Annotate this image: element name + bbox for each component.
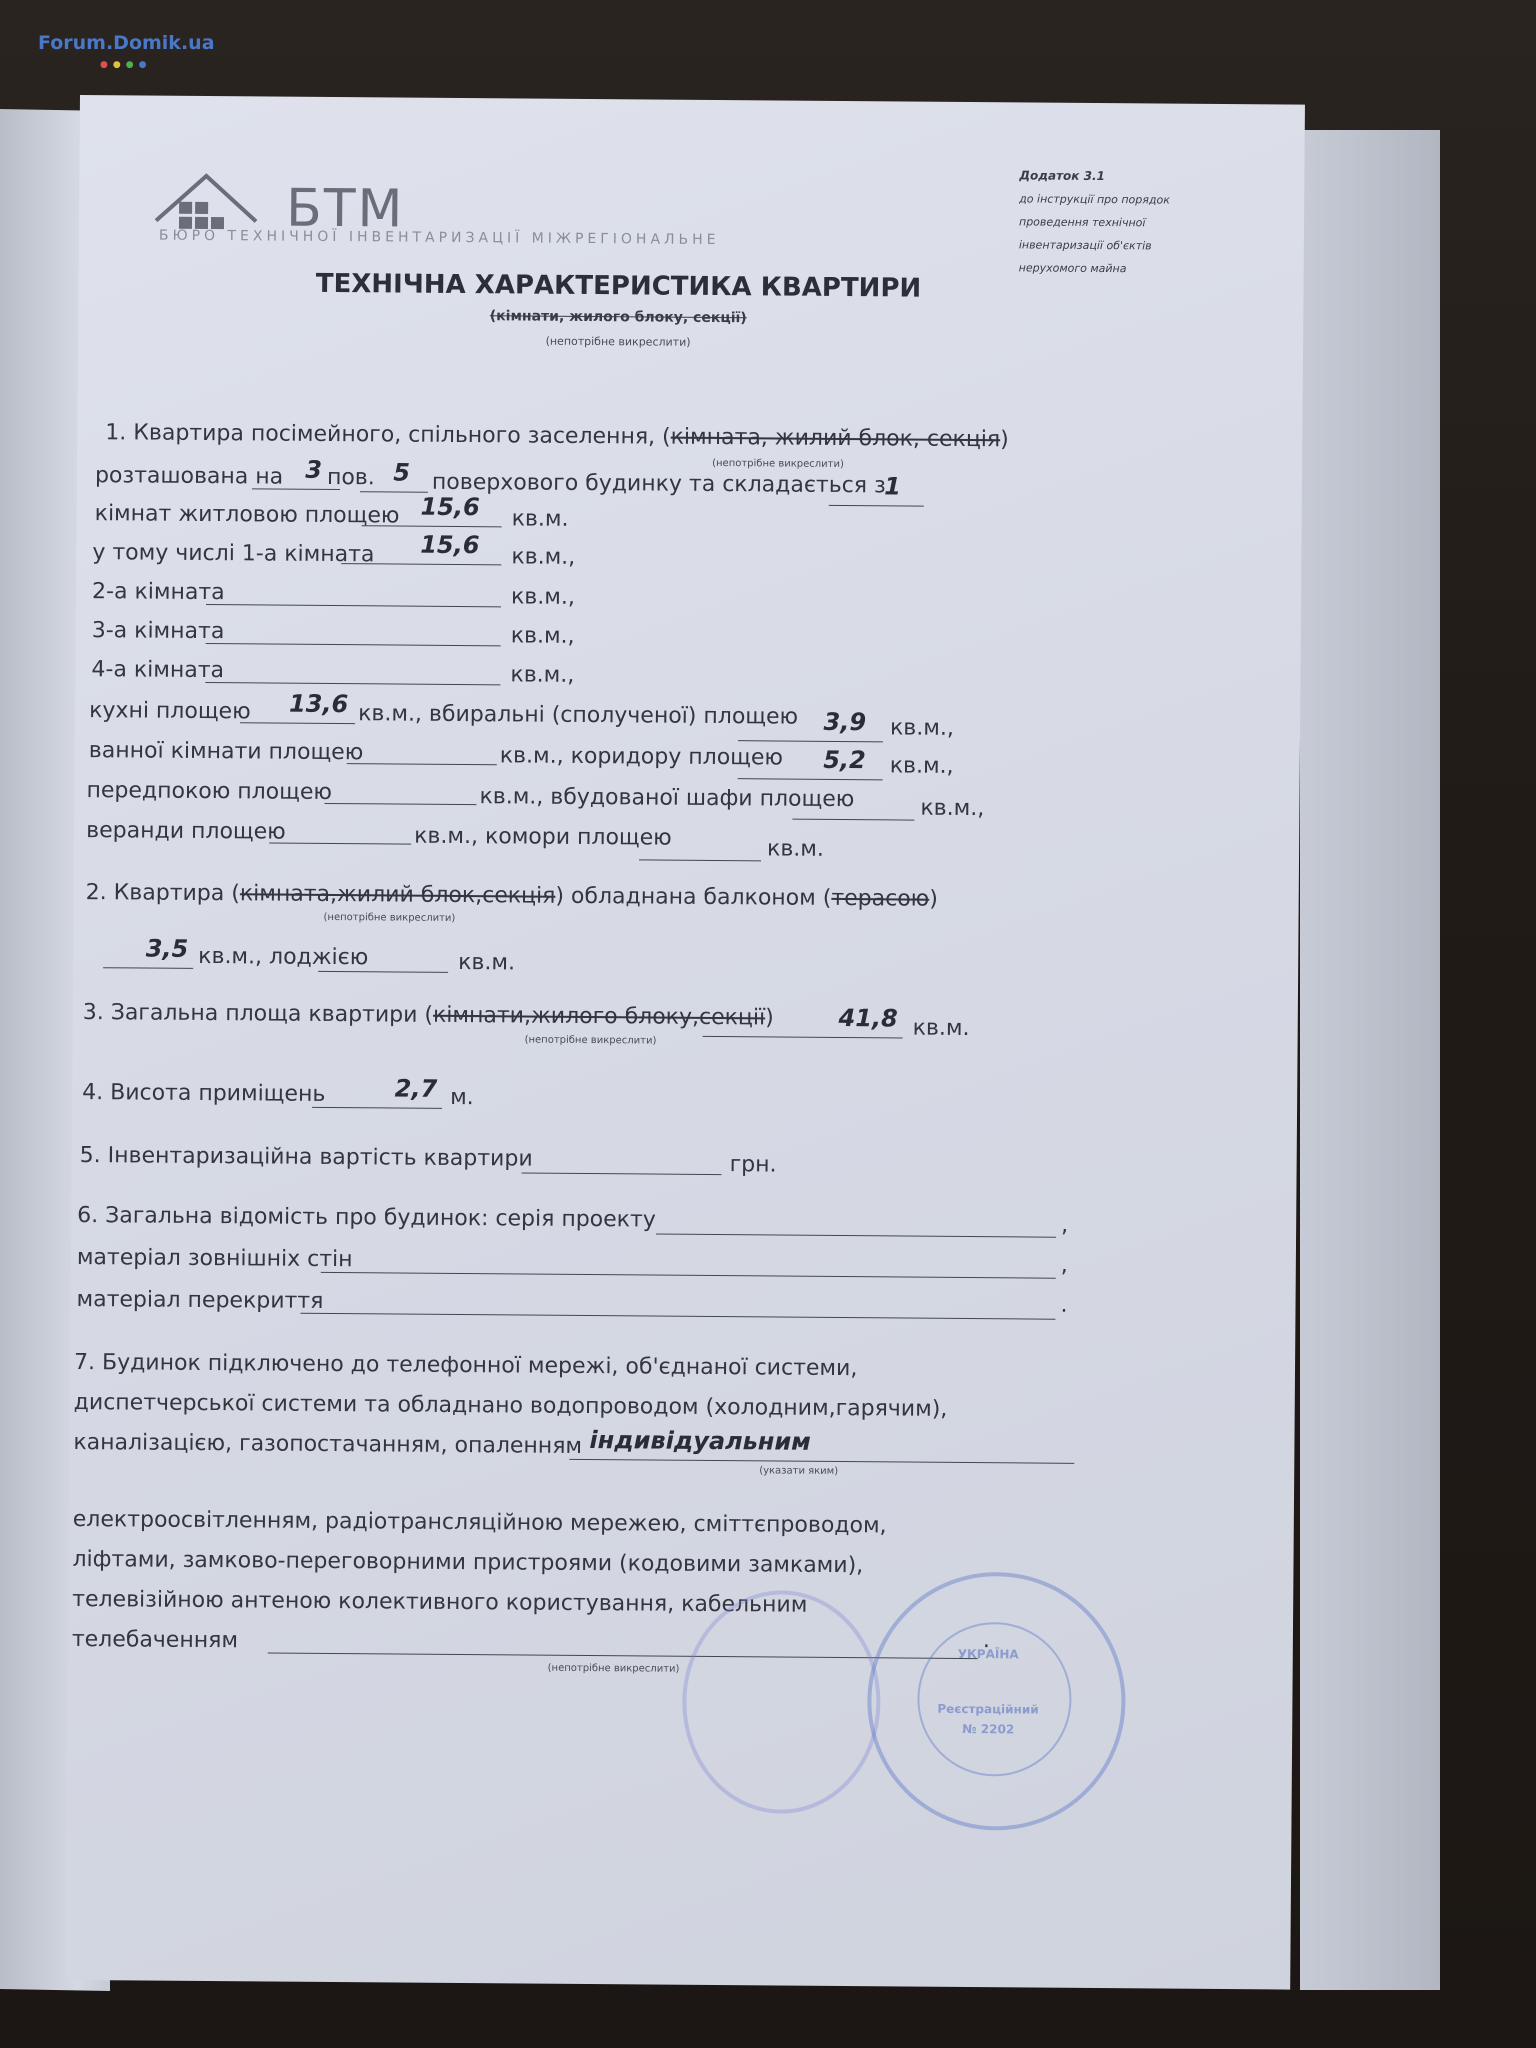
appendix-line: інвентаризації об'єктів	[1018, 238, 1152, 253]
s7-line-7: телебаченням	[71, 1626, 239, 1654]
room3-field	[206, 613, 501, 646]
corridor-value: 5,2	[823, 745, 866, 775]
hall-label-2: кв.м., вбудованої шафи площею	[479, 784, 855, 813]
floor-label-2: пов.	[326, 464, 375, 491]
hall-label: передпокою площею	[86, 778, 333, 805]
s3-line: 3. Загальна площа квартири (кімнати,жилого блоку,секції)	[82, 1000, 774, 1031]
s7-line-3: каналізацією, газопостачанням, опаленням	[73, 1429, 583, 1459]
room1-label: у тому числі 1-а кімната	[92, 540, 375, 568]
s7-note-1: (указати яким)	[759, 1465, 839, 1477]
floor-label-3: поверхового будинку та складається з	[431, 469, 886, 499]
series-label: 6. Загальна відомість про будинок: серія проекту	[77, 1203, 656, 1233]
bath-label-2: кв.м., коридору площею	[499, 743, 784, 771]
stamp-partial	[682, 1590, 882, 1815]
tv-field	[268, 1623, 978, 1660]
total-area-value: 41,8	[838, 1003, 898, 1033]
floors-field	[300, 1283, 1055, 1320]
s7-line-4: електроосвітленням, радіотрансляційною мережею, сміттєпроводом,	[72, 1506, 887, 1539]
cost-field	[522, 1143, 722, 1176]
kitchen-label-2: кв.м., вбиральні (сполученої) площею	[358, 701, 799, 730]
floors-label: матеріал перекриття	[76, 1287, 324, 1314]
veranda-label: веранди площею	[86, 818, 286, 845]
title-note: (непотрібне викреслити)	[545, 334, 691, 349]
dot: .	[1060, 1292, 1068, 1318]
official-stamp-inner-ring	[917, 1622, 1072, 1777]
stamp-country: УКРАЇНА	[957, 1646, 1019, 1662]
unit: кв.м.,	[889, 753, 954, 779]
living-area-label: кімнат житловою площею	[94, 501, 400, 529]
s1-line: 1. Квартира посімейного, спільного заселення, (кімната, жилий блок, секція)	[105, 420, 1009, 453]
unit: кв.м.,	[920, 795, 985, 822]
room4-field	[205, 652, 500, 685]
logo-subtitle: БЮРО ТЕХНІЧНОЇ ІНВЕНТАРИЗАЦІЇ МІЖРЕГІОНАЛЬНЕ	[158, 227, 720, 249]
rooms-count-value: 1	[884, 472, 902, 501]
cost-label: 5. Інвентаризаційна вартість квартири	[79, 1143, 533, 1172]
unit: кв.м.	[767, 836, 825, 862]
balcony-value: 3,5	[145, 934, 189, 963]
s2-note: (непотрібне викреслити)	[323, 911, 456, 924]
watermark: Forum.Domik.ua	[38, 32, 215, 54]
toilet-value: 3,9	[823, 707, 867, 737]
appendix-line: проведення технічної	[1018, 215, 1146, 230]
s7-line-6: телевізійною антеною колективного користування, кабельним	[72, 1586, 808, 1618]
appendix-line: до інструкції про порядок	[1019, 192, 1170, 207]
storeroom-field	[639, 829, 761, 861]
wardrobe-field	[792, 789, 914, 821]
walls-field	[321, 1242, 1056, 1279]
living-area-value: 15,6	[420, 492, 480, 522]
kitchen-value: 13,6	[288, 689, 349, 719]
comma: ,	[1060, 1252, 1068, 1278]
floor-value: 3	[305, 455, 323, 484]
room2-label: 2-а кімната	[92, 579, 225, 606]
s7-line-2: диспетчерської системи та обладнано водопроводом (холодним,гарячим),	[73, 1389, 948, 1422]
title-struck-subtitle: (кімнати, жилого блоку, секції)	[489, 308, 747, 327]
hall-field	[324, 773, 476, 805]
room3-label: 3-а кімната	[91, 618, 225, 645]
appendix-note	[1019, 164, 1240, 281]
series-field	[656, 1204, 1056, 1238]
dot: .	[982, 1628, 990, 1654]
s7-note-2: (непотрібне викреслити)	[547, 1662, 680, 1675]
stamp-reg-number: № 2202	[962, 1721, 1015, 1737]
room2-field	[206, 574, 501, 607]
bath-label: ванної кімнати площею	[88, 738, 364, 766]
room4-label: 4-а кімната	[91, 657, 225, 684]
appendix-line: нерухомого майна	[1018, 261, 1127, 276]
loggia-field	[318, 941, 448, 973]
s7-line-1: 7. Будинок підключено до телефонної мережі, об'єднаної системи,	[73, 1349, 858, 1382]
document-sheet	[65, 95, 1305, 1990]
floor-label-1: розташована на	[94, 463, 284, 490]
height-label: 4. Висота приміщень	[82, 1080, 326, 1107]
comma: ,	[1061, 1212, 1069, 1238]
unit: кв.м.,	[511, 544, 576, 570]
unit: кв.м.	[912, 1015, 970, 1042]
stamp-reg-label: Реєстраційний	[937, 1701, 1039, 1717]
storeys-value: 5	[393, 458, 411, 487]
unit: кв.м.,	[510, 662, 575, 688]
veranda-field	[269, 813, 411, 845]
unit: кв.м.	[511, 506, 569, 532]
veranda-label-2: кв.м., комори площею	[414, 823, 672, 851]
s7-line-5: ліфтами, замково-переговорними пристроями (кодовими замками),	[72, 1546, 864, 1579]
unit: кв.м.,	[510, 623, 575, 649]
walls-label: матеріал зовнішніх стін	[76, 1245, 353, 1273]
house-logo-icon	[151, 166, 282, 237]
s2-label-2: кв.м., лоджією	[198, 943, 369, 971]
document-title: ТЕХНІЧНА ХАРАКТЕРИСТИКА КВАРТИРИ	[315, 268, 922, 304]
logo-text: БТМ	[285, 178, 405, 240]
unit: м.	[450, 1084, 474, 1111]
unit: грн.	[729, 1152, 777, 1178]
kitchen-label: кухні площею	[89, 698, 251, 725]
unit: кв.м.,	[889, 715, 954, 741]
height-value: 2,7	[394, 1074, 438, 1103]
s2-line: 2. Квартира (кімната,жилий блок,секція) обладнана балконом (терасою)	[85, 880, 938, 912]
heating-value: індивідуальним	[589, 1426, 811, 1456]
unit: кв.м.	[458, 949, 516, 976]
unit: кв.м.,	[510, 584, 576, 610]
bath-field	[347, 733, 497, 765]
appendix-head: Додаток 3.1	[1019, 168, 1105, 184]
s3-note: (непотрібне викреслити)	[524, 1034, 657, 1047]
watermark-dots: ●●●●	[100, 60, 152, 70]
right-page-edge	[1300, 130, 1440, 1990]
s1-note: (непотрібне викреслити)	[712, 457, 844, 471]
room1-value: 15,6	[420, 530, 480, 560]
